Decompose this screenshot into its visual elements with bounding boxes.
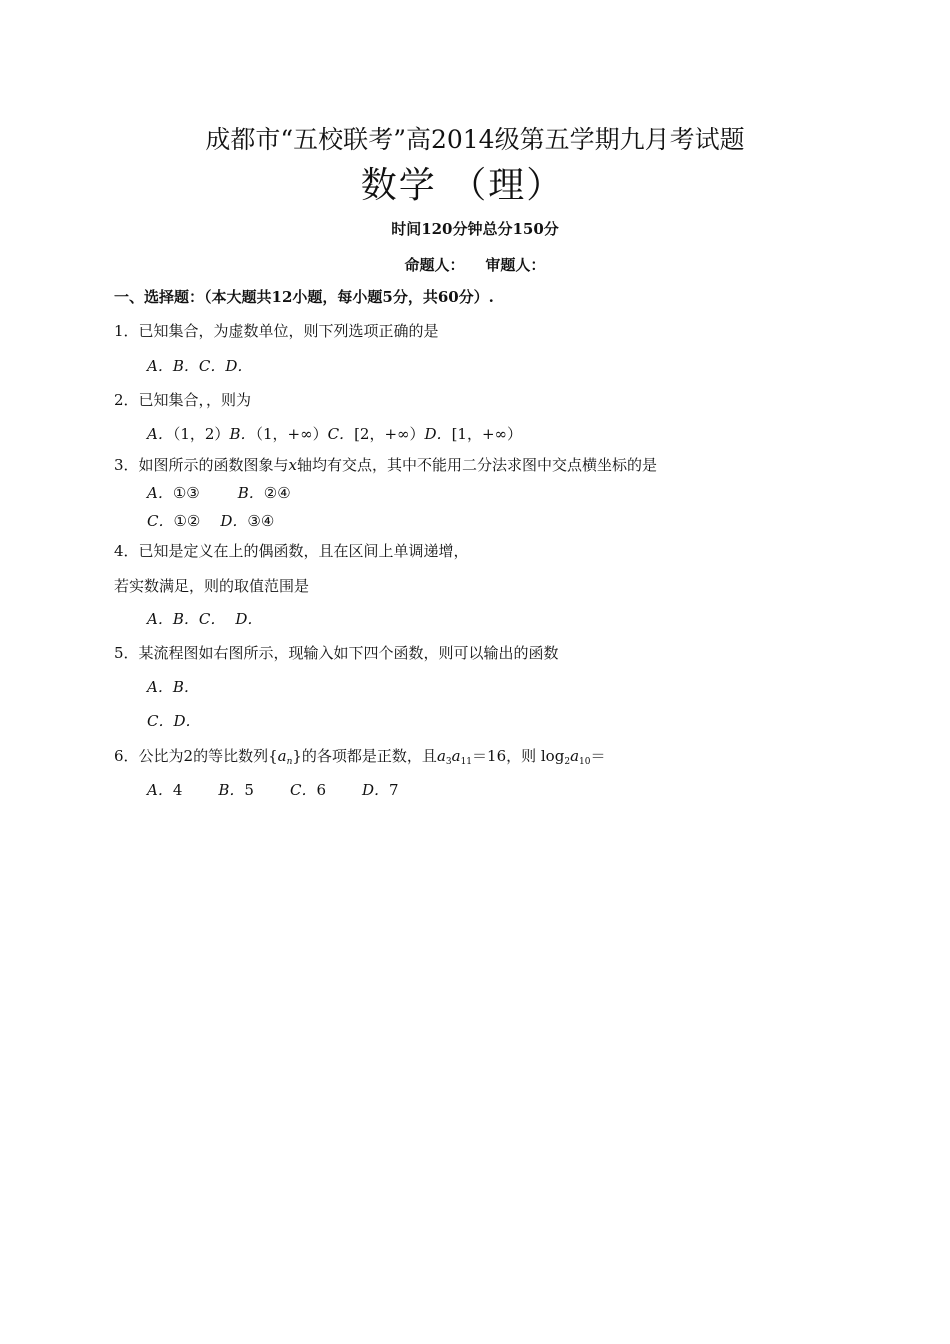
- question-6-eq-16: ＝16，则 log: [472, 747, 565, 765]
- option-c-text: ①②: [173, 512, 201, 530]
- option-b-text: 5: [244, 781, 254, 799]
- option-b-text: （1，+∞）: [255, 425, 328, 443]
- option-d: D．: [235, 610, 263, 628]
- question-4-line-2: 若实数满足，则的取值范围是: [114, 577, 310, 595]
- option-a: A．: [147, 484, 173, 502]
- time-info: 时间120分钟总分150分: [391, 220, 559, 238]
- option-b: B．: [218, 781, 245, 799]
- question-3-options-row-2: [147, 510, 274, 531]
- option-c: C．: [198, 357, 226, 375]
- option-d-text: ③④: [247, 512, 275, 530]
- option-d: D．: [362, 781, 390, 799]
- var-a: a: [451, 747, 461, 765]
- option-d: D．: [173, 712, 201, 730]
- question-5-options-row-2: [147, 710, 201, 731]
- question-6: [114, 745, 605, 767]
- question-6-stem-mid: }的各项都是正数，且: [292, 747, 437, 765]
- question-6-options: [147, 779, 399, 800]
- question-5-options-row-1: [147, 676, 199, 697]
- option-c-text: [2，+∞）: [354, 425, 425, 443]
- question-5: 5．某流程图如右图所示，现输入如下四个函数，则可以输出的函数: [114, 644, 559, 662]
- option-a: A．: [147, 678, 173, 696]
- option-a-text: ①③: [172, 484, 200, 502]
- var-a: a: [570, 747, 580, 765]
- option-b: B．: [172, 678, 199, 696]
- option-c: C．: [289, 781, 317, 799]
- question-6-eq-end: ＝: [590, 747, 606, 765]
- question-2-options: [147, 423, 522, 444]
- subject-title: 数学 （理）: [360, 165, 565, 206]
- author-info: 命题人： 审题人：: [404, 256, 546, 274]
- option-b: B．: [237, 484, 264, 502]
- option-d: D．: [424, 425, 452, 443]
- question-1-options: [147, 355, 252, 376]
- option-a: A．: [147, 610, 173, 628]
- exam-title: 成都市“五校联考”高2014级第五学期九月考试题: [205, 125, 745, 154]
- question-2: 2．已知集合，，则为: [114, 391, 252, 409]
- option-a: A．: [147, 357, 173, 375]
- option-a: A．: [147, 425, 173, 443]
- section-heading: 一、选择题：（本大题共12小题，每小题5分，共60分）.: [114, 288, 494, 306]
- option-c: C．: [147, 712, 174, 730]
- var-a: a: [436, 747, 446, 765]
- sub-10: 10: [579, 757, 591, 767]
- option-c-text: 6: [316, 781, 326, 799]
- option-b: B．: [172, 610, 199, 628]
- option-b: B．: [229, 425, 256, 443]
- question-4-options: [147, 608, 262, 629]
- option-c: C．: [327, 425, 355, 443]
- question-3-stem-post: 轴均有交点，其中不能用二分法求图中交点横坐标的是: [297, 456, 658, 474]
- question-3-options-row-1: [147, 482, 291, 503]
- option-d-text: 7: [389, 781, 399, 799]
- sub-11: 11: [460, 757, 473, 767]
- option-a-text: （1，2）: [172, 425, 230, 443]
- option-a: A．: [147, 781, 173, 799]
- option-b-text: ②④: [263, 484, 291, 502]
- question-3-stem-pre: 3．如图所示的函数图象与: [114, 456, 289, 474]
- question-4: 4．已知是定义在上的偶函数，且在区间上单调递增，: [114, 542, 469, 560]
- sub-n: n: [286, 757, 293, 767]
- variable-x: x: [288, 456, 298, 474]
- question-3: [114, 454, 657, 475]
- sub-2: 2: [564, 757, 571, 767]
- option-c: C．: [147, 512, 174, 530]
- option-b: B．: [172, 357, 199, 375]
- question-1: 1．已知集合，为虚数单位，则下列选项正确的是: [114, 322, 439, 340]
- option-d: D．: [225, 357, 253, 375]
- var-a: a: [277, 747, 287, 765]
- option-a-text: 4: [172, 781, 183, 799]
- question-6-stem-pre: 6．公比为2的等比数列{: [114, 747, 278, 765]
- option-d: D．: [220, 512, 248, 530]
- option-d-text: [1，+∞）: [451, 425, 523, 443]
- sub-3: 3: [445, 757, 452, 767]
- option-c: C．: [198, 610, 226, 628]
